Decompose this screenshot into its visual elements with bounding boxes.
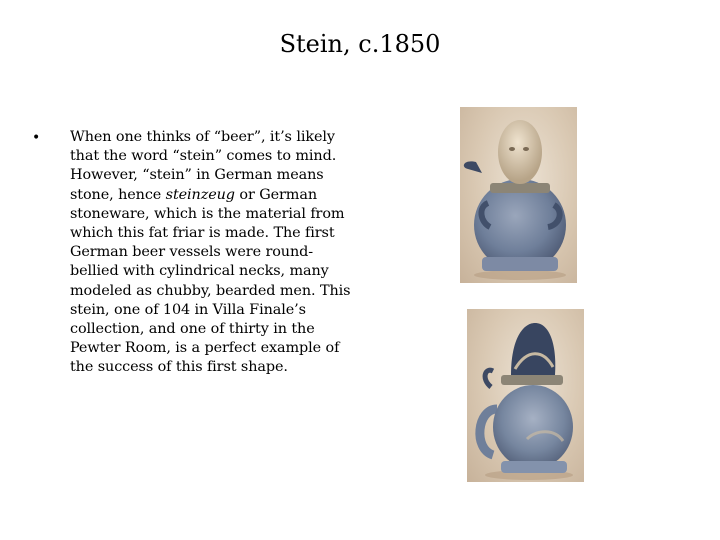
slide-title: Stein, c.1850 — [279, 30, 441, 58]
paragraph-text-end: or German stoneware, which is the material from which this fat friar is made. The first German beer vessels were round-bellied with cylindrical necks, many modeled as chubby, bearded men. This stein, one of 104 in Villa Finale’s collection, and one of thirty in the Pewter Room, is a perfect example of the success of this first shape. — [70, 186, 351, 376]
paragraph-text-start: When one thinks of “beer”, it’s likely that the word “stein” comes to mind. However, “stein” in German means stone, hence — [70, 129, 337, 203]
friar-stein-photo-front — [460, 107, 577, 283]
stein-front-illustration — [460, 107, 577, 283]
friar-stein-photo-side — [467, 309, 584, 482]
paragraph-italic-term: steinzeug — [165, 186, 235, 203]
bullet-list — [32, 128, 352, 378]
bullet-paragraph — [70, 128, 352, 378]
stein-side-illustration — [467, 309, 584, 482]
bullet-marker: • — [32, 130, 41, 146]
